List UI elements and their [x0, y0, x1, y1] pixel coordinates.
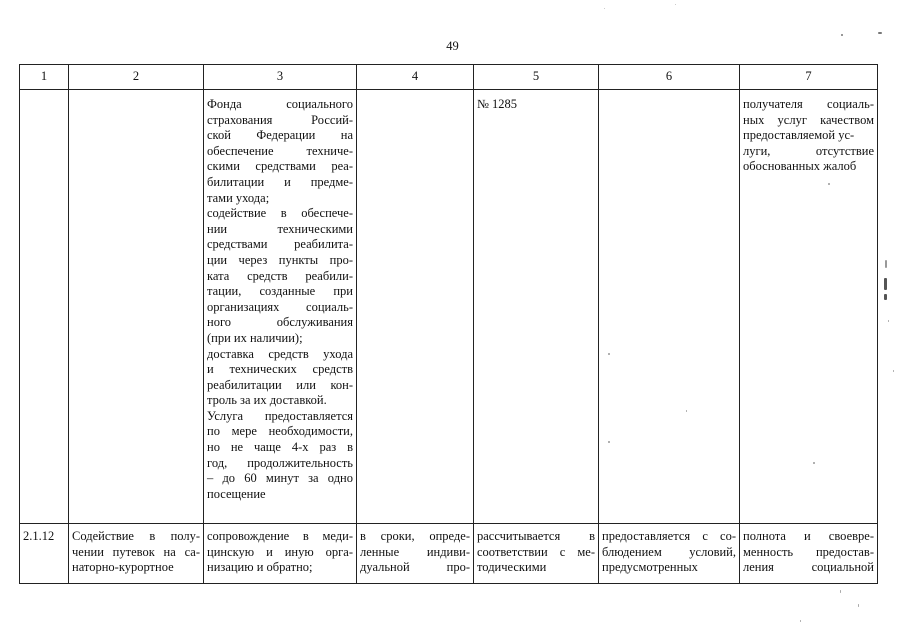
text-line: тации, созданные при — [207, 284, 353, 299]
scan-speck — [675, 4, 676, 5]
scan-speck — [813, 462, 815, 464]
text-line: реабилитации или кон- — [207, 377, 353, 392]
text-line: и технических средств — [207, 362, 353, 377]
text-line: троль за их доставкой. — [207, 393, 327, 408]
cell-service-name — [69, 524, 204, 584]
text-line: ката средств реабили- — [207, 268, 353, 283]
text-line: Содействие в полу- — [72, 529, 200, 543]
text-line: блюдением условий, — [602, 544, 736, 559]
text-line: сопровождение в меди- — [207, 529, 353, 543]
header-cell-4: 4 — [357, 65, 474, 90]
cell-service-name — [69, 90, 204, 524]
header-cell-1: 1 — [20, 65, 69, 90]
scan-speck — [888, 320, 889, 322]
cell-conditions — [599, 524, 740, 584]
text-line: ных услуг качеством — [743, 112, 874, 127]
scan-speck — [878, 32, 882, 34]
header-row — [20, 65, 878, 90]
text-line: ленные индиви- — [360, 544, 470, 559]
text-line: обеспечение техниче- — [207, 143, 353, 158]
text-line: билитации и предме- — [207, 174, 353, 189]
text-line: дуальной про- — [360, 560, 470, 575]
page-number: 49 — [446, 39, 459, 53]
text-line: скими средствами реа- — [207, 159, 353, 174]
scan-speck — [893, 370, 894, 372]
scan-speck — [800, 620, 801, 622]
text-line: доставка средств ухода — [207, 346, 353, 361]
text-line: по мере необходимости, — [207, 424, 353, 439]
table-row — [20, 524, 878, 584]
text-line: организациях социаль- — [207, 299, 353, 314]
text-line: предоставляемой ус- — [743, 128, 855, 143]
text-line: низацию и обратно; — [207, 560, 313, 575]
text-line: Услуга предоставляется — [207, 408, 353, 423]
text-line: нии техническими — [207, 221, 353, 236]
text-line: (при их наличии); — [207, 330, 303, 345]
text-line: содействие в обеспече- — [207, 206, 353, 221]
cell-service-description — [204, 524, 357, 584]
text-line: наторно-курортное — [72, 560, 174, 575]
scan-speck — [828, 183, 830, 185]
text-line: год, продолжительность — [207, 455, 353, 470]
scan-speck — [840, 590, 841, 593]
header-cell-6: 6 — [599, 65, 740, 90]
text-line: рассчитывается в — [477, 529, 595, 543]
cell-quality — [740, 90, 878, 524]
text-line: ской Федерации на — [207, 128, 353, 143]
text-line: страхования Россий- — [207, 112, 353, 127]
text-line: предусмотренных — [602, 560, 698, 575]
text-line: № 1285 — [477, 97, 518, 111]
cell-service-description — [204, 90, 357, 524]
scan-speck — [841, 34, 843, 36]
text-line: обоснованных жалоб — [743, 159, 857, 174]
cell-cost — [474, 90, 599, 524]
scan-speck — [884, 294, 887, 300]
cell-deadlines — [357, 90, 474, 524]
text-line: менность предостав- — [743, 544, 874, 559]
scan-speck — [858, 604, 859, 607]
text-line: цинскую и иную орга- — [207, 544, 353, 559]
header-cell-2: 2 — [69, 65, 204, 90]
text-line: ции через пункты про- — [207, 252, 353, 267]
scan-speck — [885, 260, 887, 268]
scan-speck — [604, 8, 605, 9]
header-cell-3: 3 — [204, 65, 357, 90]
text-line: тами ухода; — [207, 190, 270, 205]
header-cell-5: 5 — [474, 65, 599, 90]
text-line: средствами реабилита- — [207, 237, 353, 252]
text-line: в сроки, опреде- — [360, 529, 470, 543]
text-line: 2.1.12 — [23, 529, 55, 543]
text-line: тодическими — [477, 560, 547, 575]
text-line: чении путевок на са- — [72, 544, 200, 559]
cell-conditions — [599, 90, 740, 524]
text-line: полнота и своевре- — [743, 529, 874, 543]
header-cell-7: 7 — [740, 65, 878, 90]
services-table — [19, 64, 878, 584]
cell-quality — [740, 524, 878, 584]
cell-cost — [474, 524, 599, 584]
text-line: соответствии с ме- — [477, 544, 595, 559]
text-line: ления социальной — [743, 560, 874, 575]
cell-deadlines — [357, 524, 474, 584]
cell-number — [20, 524, 69, 584]
text-line: Фонда социального — [207, 97, 353, 111]
text-line: ного обслуживания — [207, 315, 353, 330]
cell-number — [20, 90, 69, 524]
text-line: посещение — [207, 486, 266, 501]
text-line: луги, отсутствие — [743, 143, 874, 158]
text-line: но не чаще 4-х раз в — [207, 440, 353, 455]
scan-speck — [608, 353, 610, 355]
text-line: – до 60 минут за одно — [207, 471, 353, 486]
text-line: получателя социаль- — [743, 97, 874, 111]
scan-speck — [686, 410, 687, 412]
scan-speck — [884, 278, 887, 290]
table-row — [20, 90, 878, 524]
scan-speck — [608, 441, 610, 443]
text-line: предоставляется с со- — [602, 529, 736, 543]
